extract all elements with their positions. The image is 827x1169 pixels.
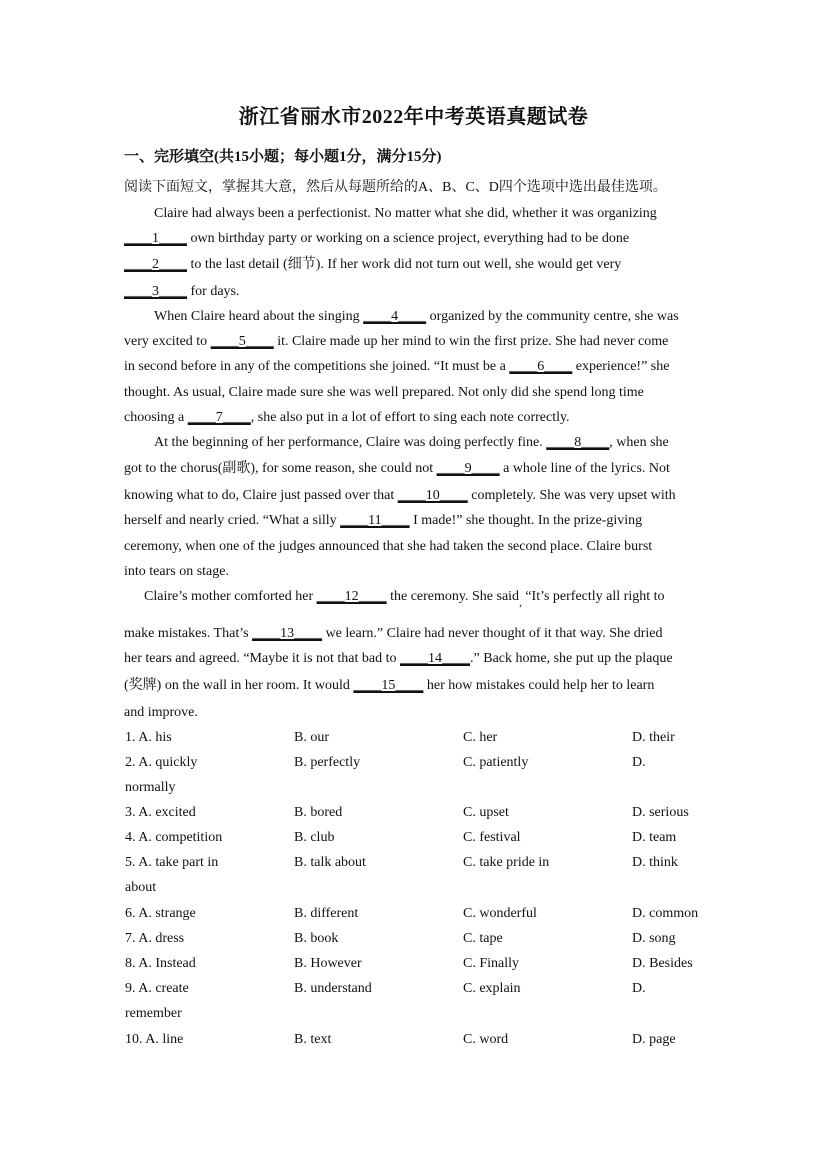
option-10b: B. text bbox=[294, 1032, 332, 1047]
passage-line: into tears on stage. bbox=[124, 564, 229, 579]
option-6d: D. common bbox=[632, 906, 699, 921]
passage-line: When Claire heard about the singing ____4____ organized by the community centre, she was bbox=[154, 309, 679, 324]
passage-line: thought. As usual, Claire made sure she was well prepared. Not only did she spend long time bbox=[124, 385, 644, 400]
blank-12: ____12____ bbox=[316, 589, 387, 604]
option-5c: C. take pride in bbox=[463, 855, 550, 870]
option-5d: D. think bbox=[632, 855, 678, 870]
blank-11: ____11____ bbox=[340, 513, 410, 528]
option-9d: D. bbox=[632, 981, 646, 996]
blank-9: ____9____ bbox=[436, 461, 500, 476]
option-9b: B. understand bbox=[294, 981, 372, 996]
passage-line: in second before in any of the competitions she joined. “It must be a ____6____ experience!” she bbox=[124, 359, 670, 374]
option-9a: 9. A. create bbox=[125, 981, 189, 996]
option-3d: D. serious bbox=[632, 805, 689, 820]
blank-7: ____7____ bbox=[187, 410, 251, 425]
section-heading: 一、完形填空(共15小题；每小题1分，满分15分) bbox=[124, 149, 442, 165]
option-3c: C. upset bbox=[463, 805, 509, 820]
option-5a: 5. A. take part in bbox=[125, 855, 219, 870]
passage-line: Claire had always been a perfectionist. No matter what she did, whether it was organizing bbox=[154, 206, 657, 221]
option-3a: 3. A. excited bbox=[125, 805, 196, 820]
option-7a: 7. A. dress bbox=[125, 931, 185, 946]
option-5d-wrap: about bbox=[125, 880, 157, 895]
option-10a: 10. A. line bbox=[125, 1032, 184, 1047]
option-2c: C. patiently bbox=[463, 755, 529, 770]
passage-line: ____3____ for days. bbox=[124, 284, 240, 299]
option-7c: C. tape bbox=[463, 931, 503, 946]
passage-line: choosing a ____7____, she also put in a lot of effort to sing each note correctly. bbox=[124, 410, 570, 425]
option-3b: B. bored bbox=[294, 805, 343, 820]
option-1c: C. her bbox=[463, 730, 498, 745]
passage-line: ____1____ own birthday party or working on a science project, everything had to be done bbox=[124, 231, 630, 246]
blank-14: ____14____ bbox=[400, 651, 471, 666]
option-8b: B. However bbox=[294, 956, 362, 971]
option-7b: B. book bbox=[294, 931, 339, 946]
passage-line: ceremony, when one of the judges announced that she had taken the second place. Claire burst bbox=[124, 539, 653, 554]
passage-line: Claire’s mother comforted her ____12____ the ceremony. She said$_,$ “It’s perfectly all right to bbox=[144, 589, 665, 609]
passage-line: and improve. bbox=[124, 705, 198, 720]
passage-line: very excited to ____5____ it. Claire made up her mind to win the first prize. She had never come bbox=[124, 334, 669, 349]
blank-8: ____8____ bbox=[546, 435, 610, 450]
option-6a: 6. A. strange bbox=[125, 906, 196, 921]
blank-10: ____10____ bbox=[397, 488, 468, 503]
blank-1: ____1____ bbox=[124, 231, 187, 246]
passage-line: make mistakes. That’s ____13____ we learn.” Claire had never thought of it that way. She dried bbox=[124, 626, 663, 641]
option-4d: D. team bbox=[632, 830, 677, 845]
option-8a: 8. A. Instead bbox=[125, 956, 196, 971]
option-4c: C. festival bbox=[463, 830, 521, 845]
passage-line: (奖牌) on the wall in her room. It would ____15____ her how mistakes could help her to learn bbox=[124, 678, 655, 693]
passage-line: her tears and agreed. “Maybe it is not that bad to ____14____.” Back home, she put up the plaque bbox=[124, 651, 673, 666]
option-2d-wrap: normally bbox=[125, 780, 176, 795]
blank-5: ____5____ bbox=[210, 334, 274, 349]
exam-title: 浙江省丽水市2022年中考英语真题试卷 bbox=[238, 106, 589, 128]
blank-3: ____3____ bbox=[124, 284, 187, 299]
passage-line: got to the chorus(副歌), for some reason, she could not ____9____ a whole line of the lyrics. Not bbox=[124, 461, 670, 476]
option-1d: D. their bbox=[632, 730, 675, 745]
blank-6: ____6____ bbox=[509, 359, 573, 374]
blank-15: ____15____ bbox=[353, 678, 424, 693]
option-7d: D. song bbox=[632, 931, 676, 946]
option-8c: C. Finally bbox=[463, 956, 520, 971]
option-8d: D. Besides bbox=[632, 956, 693, 971]
option-4b: B. club bbox=[294, 830, 335, 845]
option-5b: B. talk about bbox=[294, 855, 366, 870]
blank-13: ____13____ bbox=[252, 626, 323, 641]
passage-line: knowing what to do, Claire just passed over that ____10____ completely. She was very upset with bbox=[124, 488, 676, 503]
blank-4: ____4____ bbox=[363, 309, 427, 324]
option-6c: C. wonderful bbox=[463, 906, 537, 921]
option-2b: B. perfectly bbox=[294, 755, 361, 770]
passage-line: herself and nearly cried. “What a silly ____11____ I made!” she thought. In the prize-giving bbox=[124, 513, 643, 528]
option-9d-wrap: remember bbox=[125, 1006, 182, 1021]
option-9c: C. explain bbox=[463, 981, 521, 996]
option-10c: C. word bbox=[463, 1032, 509, 1047]
option-10d: D. page bbox=[632, 1032, 676, 1047]
passage-line: At the beginning of her performance, Claire was doing perfectly fine. ____8____, when she bbox=[154, 435, 669, 450]
option-6b: B. different bbox=[294, 906, 359, 921]
option-2a: 2. A. quickly bbox=[125, 755, 198, 770]
option-1b: B. our bbox=[294, 730, 329, 745]
option-1a: 1. A. his bbox=[125, 730, 172, 745]
blank-2: ____2____ bbox=[124, 257, 187, 272]
option-2d: D. bbox=[632, 755, 646, 770]
passage-line: ____2____ to the last detail (细节). If her work did not turn out well, she would get very bbox=[124, 257, 622, 272]
option-4a: 4. A. competition bbox=[125, 830, 223, 845]
instruction: 阅读下面短文，掌握其大意，然后从每题所给的A、B、C、D四个选项中选出最佳选项。 bbox=[124, 180, 667, 195]
